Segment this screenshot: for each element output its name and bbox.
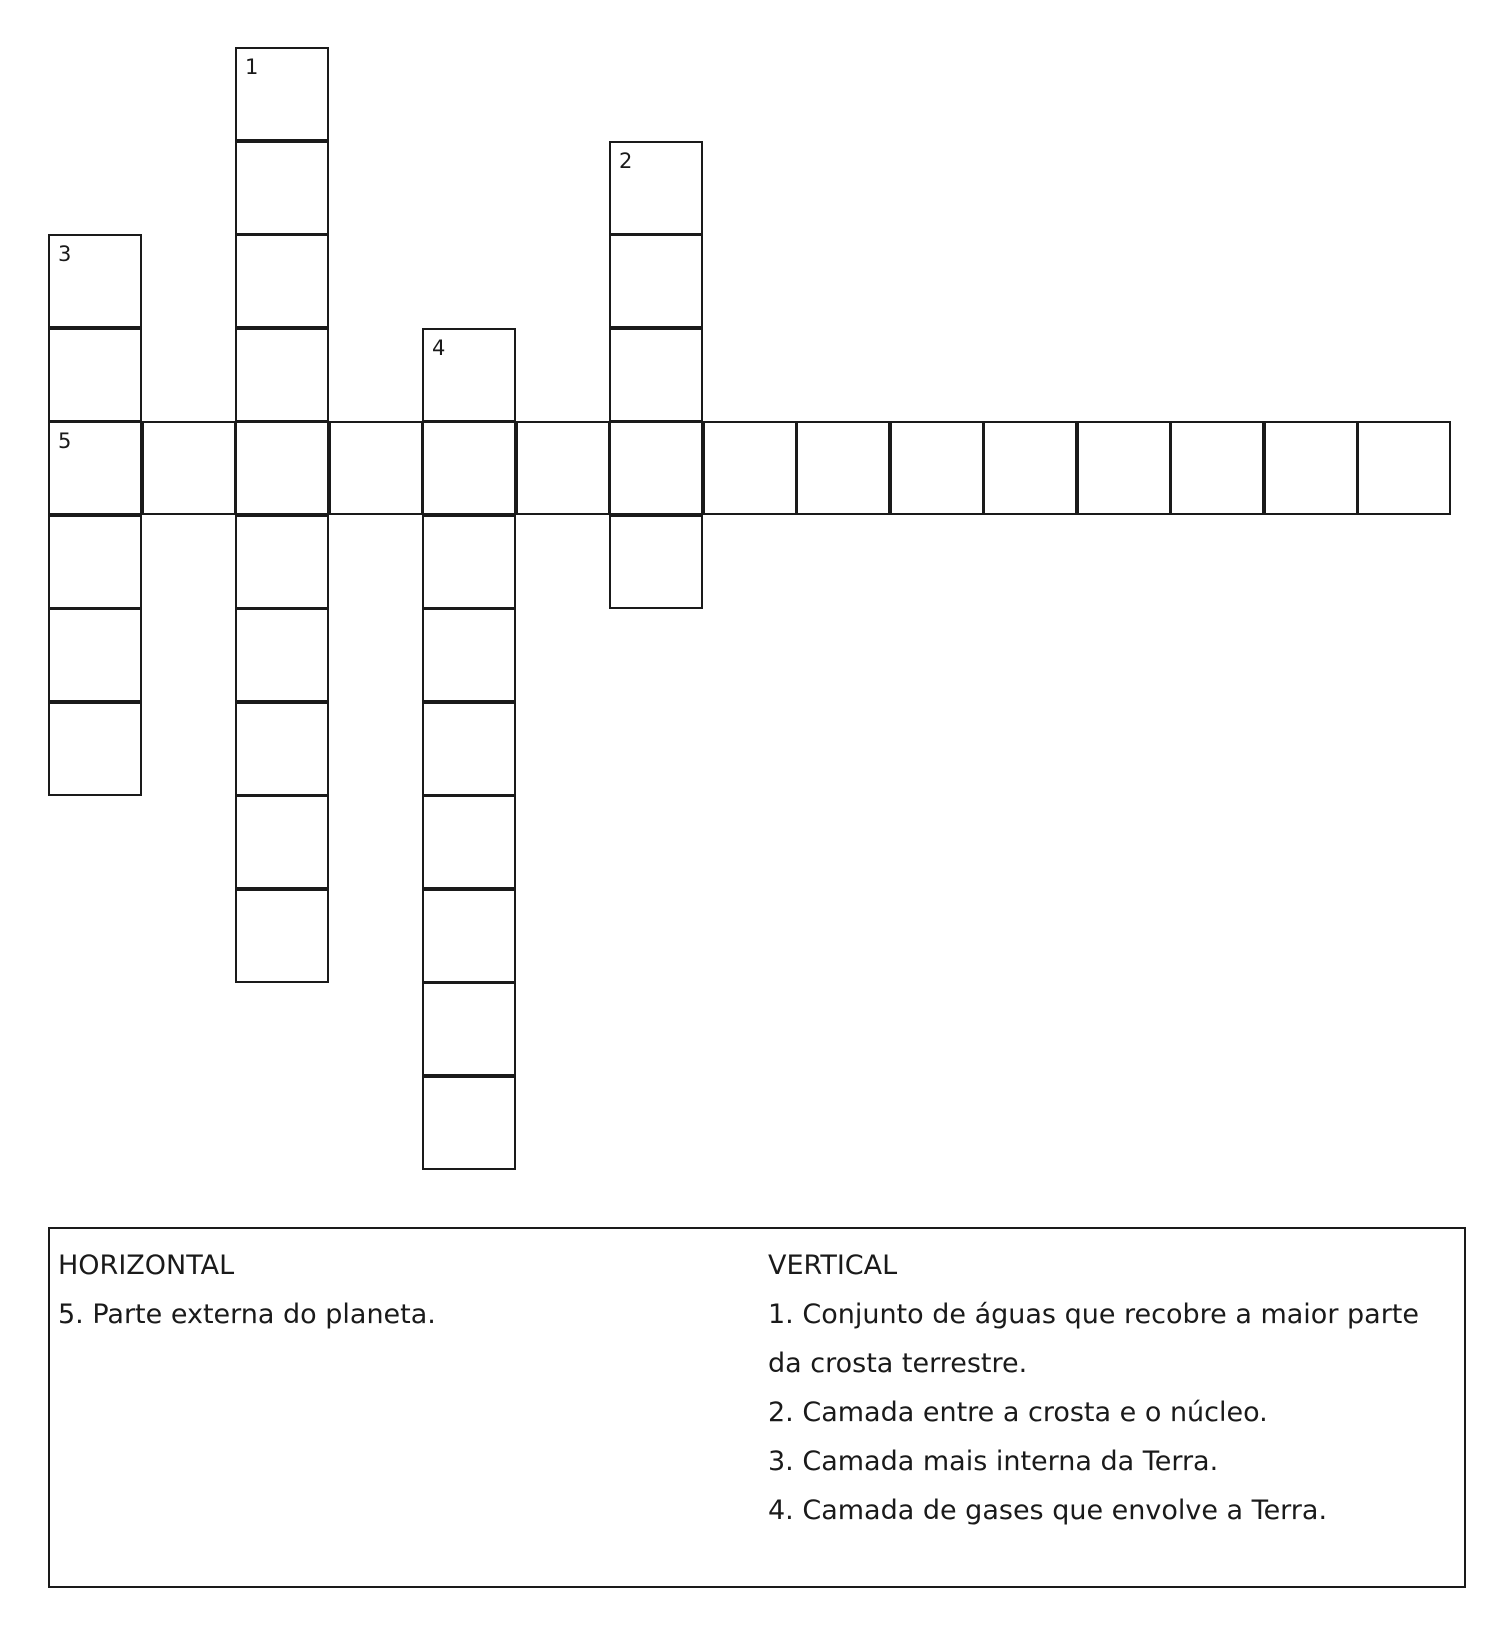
- crossword-cell-r3-c4[interactable]: [422, 328, 516, 422]
- crossword-cell-r3-c6[interactable]: [609, 328, 703, 422]
- clue-number-3: 3: [58, 242, 72, 266]
- crossword-cell-r4-c0[interactable]: [48, 421, 142, 515]
- clue-4-down: 4. Camada de gases que envolve a Terra.: [768, 1495, 1328, 1526]
- vertical-clues: [768, 1241, 1458, 1535]
- horizontal-heading: HORIZONTAL: [58, 1250, 235, 1281]
- crossword-cell-r1-c2[interactable]: [235, 141, 329, 235]
- vertical-heading: VERTICAL: [768, 1250, 898, 1281]
- crossword-cell-r3-c0[interactable]: [48, 328, 142, 422]
- crossword-cell-r9-c2[interactable]: [235, 889, 329, 983]
- clue-3-down: 3. Camada mais interna da Terra.: [768, 1446, 1219, 1477]
- crossword-cell-r10-c4[interactable]: [422, 982, 516, 1076]
- crossword-cell-r4-c5[interactable]: [516, 421, 610, 515]
- crossword-cell-r4-c1[interactable]: [142, 421, 236, 515]
- crossword-cell-r9-c4[interactable]: [422, 889, 516, 983]
- clue-number-1: 1: [245, 55, 259, 79]
- crossword-cell-r2-c6[interactable]: [609, 234, 703, 328]
- crossword-cell-r8-c4[interactable]: [422, 795, 516, 889]
- crossword-cell-r7-c0[interactable]: [48, 702, 142, 796]
- crossword-cell-r4-c8[interactable]: [796, 421, 890, 515]
- clue-number-5: 5: [58, 429, 72, 453]
- crossword-cell-r4-c13[interactable]: [1264, 421, 1358, 515]
- crossword-cell-r6-c4[interactable]: [422, 608, 516, 702]
- crossword-cell-r4-c4[interactable]: [422, 421, 516, 515]
- crossword-cell-r3-c2[interactable]: [235, 328, 329, 422]
- crossword-cell-r2-c2[interactable]: [235, 234, 329, 328]
- crossword-cell-r4-c7[interactable]: [703, 421, 797, 515]
- crossword-cell-r4-c3[interactable]: [329, 421, 423, 515]
- crossword-cell-r4-c6[interactable]: [609, 421, 703, 515]
- crossword-cell-r6-c0[interactable]: [48, 608, 142, 702]
- crossword-cell-r7-c2[interactable]: [235, 702, 329, 796]
- clues-box: [48, 1227, 1466, 1588]
- crossword-cell-r5-c4[interactable]: [422, 515, 516, 609]
- crossword-cell-r5-c2[interactable]: [235, 515, 329, 609]
- crossword-cell-r0-c2[interactable]: [235, 47, 329, 141]
- crossword-cell-r4-c9[interactable]: [890, 421, 984, 515]
- crossword-cell-r1-c6[interactable]: [609, 141, 703, 235]
- crossword-cell-r2-c0[interactable]: [48, 234, 142, 328]
- crossword-cell-r4-c14[interactable]: [1357, 421, 1451, 515]
- crossword-cell-r6-c2[interactable]: [235, 608, 329, 702]
- clue-2-down: 2. Camada entre a crosta e o núcleo.: [768, 1397, 1268, 1428]
- crossword-cell-r8-c2[interactable]: [235, 795, 329, 889]
- crossword-cell-r4-c12[interactable]: [1170, 421, 1264, 515]
- crossword-cell-r7-c4[interactable]: [422, 702, 516, 796]
- crossword-cell-r5-c6[interactable]: [609, 515, 703, 609]
- crossword-cell-r4-c10[interactable]: [983, 421, 1077, 515]
- crossword-cell-r4-c11[interactable]: [1077, 421, 1171, 515]
- crossword-cell-r5-c0[interactable]: [48, 515, 142, 609]
- clue-5-across: 5. Parte externa do planeta.: [58, 1299, 436, 1330]
- crossword-cell-r11-c4[interactable]: [422, 1076, 516, 1170]
- clue-1-down: 1. Conjunto de águas que recobre a maior parte da crosta terrestre.: [768, 1299, 1419, 1379]
- horizontal-clues: [58, 1241, 738, 1339]
- clue-number-2: 2: [619, 149, 633, 173]
- crossword-cell-r4-c2[interactable]: [235, 421, 329, 515]
- clue-number-4: 4: [432, 336, 446, 360]
